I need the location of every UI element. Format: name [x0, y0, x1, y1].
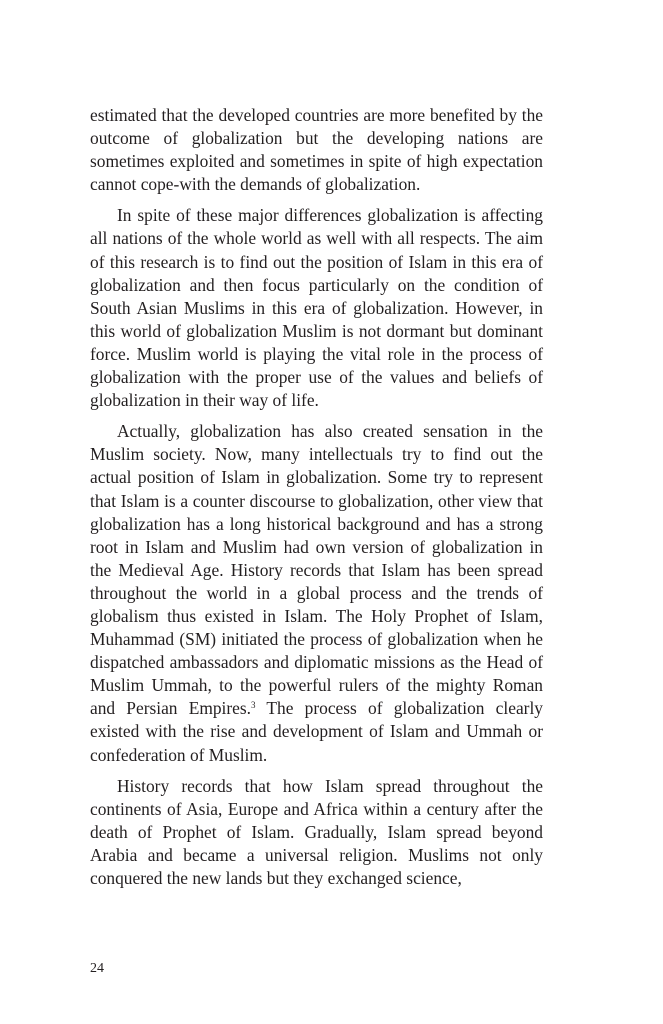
- paragraph-text-before-footnote: Actually, globalization has also created sensation in the Muslim society. Now, many intellectuals try to find out the actual position of Islam in globalization. Some try to represent that Islam is a counter discourse to globalization, other view that globalization has a long historical background and has a strong root in Islam and Muslim had own version of globalization in the Medieval Age. History records that Islam has been spread throughout the world in a global process and the trends of globalism thus existed in Islam. The Holy Prophet of Islam, Muhammad (SM) initiated the process of globalization when he dispatched ambassadors and diplomatic missions as the Head of Muslim Ummah, to the powerful rulers of the mighty Roman and Persian Empires.: [90, 421, 543, 719]
- paragraph-islam-globalization-history: [90, 420, 543, 766]
- paragraph-text-after-footnote: The process of globalization clearly existed with the rise and development of Islam and Ummah or confederation of Muslim.: [90, 698, 543, 765]
- footnote-reference[interactable]: 3: [251, 700, 256, 711]
- page-number: 24: [90, 961, 104, 976]
- paragraph-research-aim: In spite of these major differences globalization is affecting all nations of the whole world as well with all respects. The aim of this research is to find out the position of Islam in this era of globalization and then focus particularly on the condition of South Asian Muslims in this era of globalization. However, in this world of globalization Muslim is not dormant but dominant force. Muslim world is playing the vital role in the process of globalization with the proper use of the values and beliefs of globalization in their way of life.: [90, 205, 543, 411]
- page-body: [90, 104, 543, 890]
- paragraph-continued: estimated that the developed countries are more benefited by the outcome of globalization but the developing nations are sometimes exploited and sometimes in spite of high expectation cannot cope-with the demands of globalization.: [90, 105, 543, 195]
- paragraph-islam-spread: History records that how Islam spread throughout the continents of Asia, Europe and Africa within a century after the death of Prophet of Islam. Gradually, Islam spread beyond Arabia and became a universal religion. Muslims not only conquered the new lands but they exchanged science,: [90, 775, 543, 888]
